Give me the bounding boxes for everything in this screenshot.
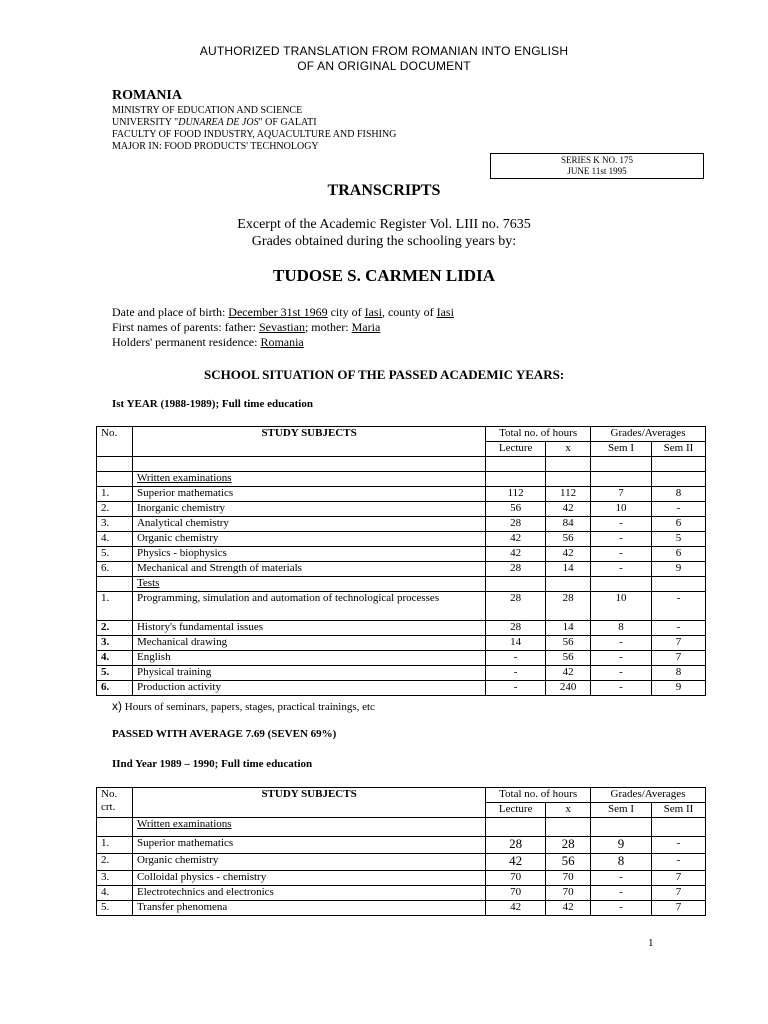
- page-number: 1: [648, 937, 654, 949]
- header-row: [97, 788, 706, 803]
- table-row: 3. Mechanical drawing 14 56 - 7: [97, 636, 706, 651]
- series-number: SERIES K NO. 175: [560, 155, 633, 165]
- residence-line: [112, 335, 304, 350]
- col-subjects: STUDY SUBJECTS: [132, 427, 485, 457]
- university: [112, 117, 317, 129]
- table-row: 2. History's fundamental issues 28 14 8 -: [97, 621, 706, 636]
- table-row: 3. Analytical chemistry 28 84 - 6: [97, 517, 706, 532]
- col-lecture: Lecture: [486, 442, 546, 457]
- table-row: 5. Transfer phenomena 42 42 - 7: [97, 901, 706, 916]
- col-grades: Grades/Averages: [591, 427, 706, 442]
- faculty: FACULTY OF FOOD INDUSTRY, AQUACULTURE AND FISHING: [112, 129, 397, 140]
- birth-county: Iasi: [436, 305, 454, 319]
- col-hours: Total no. of hours: [486, 788, 591, 803]
- residence-value: Romania: [260, 335, 304, 349]
- mother-label: ; mother:: [304, 320, 352, 334]
- year2-title: IInd Year 1989 – 1990; Full time education: [112, 758, 313, 770]
- col-no: No. crt.: [97, 788, 133, 818]
- university-post: " OF GALATI: [258, 117, 317, 128]
- mother-name: Maria: [351, 320, 381, 334]
- translation-header-line2: OF AN ORIGINAL DOCUMENT: [297, 59, 471, 73]
- col-x: x: [546, 803, 591, 818]
- col-x: x: [546, 442, 591, 457]
- university-pre: UNIVERSITY ": [112, 117, 179, 128]
- col-grades: Grades/Averages: [591, 788, 706, 803]
- university-name: DUNAREA DE JOS: [178, 117, 259, 128]
- birth-line: [112, 305, 454, 320]
- group-row-tests: [97, 577, 706, 592]
- table-row: 5. Physical training - 42 - 8: [97, 666, 706, 681]
- birth-city: Iasi: [364, 305, 382, 319]
- col-no: No.: [97, 427, 133, 457]
- birth-label: Date and place of birth:: [112, 305, 229, 319]
- series-date: JUNE 11st 1995: [567, 166, 627, 176]
- table-row: 4. Organic chemistry 42 56 - 5: [97, 532, 706, 547]
- header-row: [97, 427, 706, 442]
- table-row: 1. Superior mathematics 112 112 7 8: [97, 487, 706, 502]
- col-sem1: Sem I: [591, 442, 652, 457]
- series-box: [490, 153, 704, 179]
- translation-header-line1: AUTHORIZED TRANSLATION FROM ROMANIAN INTO ENGLISH: [199, 44, 569, 58]
- residence-label: Holders' permanent residence:: [112, 335, 261, 349]
- year1-title: Ist YEAR (1988-1989); Full time education: [112, 398, 313, 410]
- page-title: TRANSCRIPTS: [327, 182, 441, 199]
- year2-table: [96, 787, 706, 916]
- table-row: 4. Electrotechnics and electronics 70 70 - 7: [97, 886, 706, 901]
- table-row: 1. Programming, simulation and automation of technological processes 28 28 10 -: [97, 592, 706, 621]
- table-row: 6. Mechanical and Strength of materials 28 14 - 9: [97, 562, 706, 577]
- col-sem1: Sem I: [591, 803, 652, 818]
- col-sem2: Sem II: [651, 442, 705, 457]
- major: MAJOR IN: FOOD PRODUCTS' TECHNOLOGY: [112, 141, 319, 152]
- written-label: Written examinations: [132, 818, 485, 837]
- footnote-text: Hours of seminars, papers, stages, practical trainings, etc: [124, 701, 375, 713]
- col-subjects: STUDY SUBJECTS: [132, 788, 485, 818]
- footnote: [112, 699, 375, 713]
- section-title: SCHOOL SITUATION OF THE PASSED ACADEMIC YEARS:: [204, 367, 565, 382]
- footnote-mark: x): [112, 699, 122, 713]
- spacer-row: [97, 457, 706, 472]
- year1-passed: PASSED WITH AVERAGE 7.69 (SEVEN 69%): [112, 728, 337, 740]
- col-hours: Total no. of hours: [486, 427, 591, 442]
- parents-label: First names of parents: father:: [112, 320, 259, 334]
- birth-county-label: , county of: [381, 305, 437, 319]
- father-name: Sevastian: [258, 320, 305, 334]
- ministry: MINISTRY OF EDUCATION AND SCIENCE: [112, 105, 303, 116]
- table-row: 4. English - 56 - 7: [97, 651, 706, 666]
- birth-city-label: city of: [327, 305, 365, 319]
- table-row: 2. Organic chemistry 42 56 8 -: [97, 854, 706, 871]
- written-label: Written examinations: [132, 472, 485, 487]
- excerpt-line1: Excerpt of the Academic Register Vol. LIII no. 7635: [237, 217, 531, 232]
- table-row: 3. Colloidal physics - chemistry 70 70 - 7: [97, 871, 706, 886]
- table-row: 2. Inorganic chemistry 56 42 10 -: [97, 502, 706, 517]
- country: ROMANIA: [112, 88, 182, 103]
- group-row-written: [97, 472, 706, 487]
- table-row: 1. Superior mathematics 28 28 9 -: [97, 837, 706, 854]
- excerpt-line2: Grades obtained during the schooling years by:: [251, 234, 517, 249]
- year1-table: [96, 426, 706, 696]
- table-row: 5. Physics - biophysics 42 42 - 6: [97, 547, 706, 562]
- group-row-written: [97, 818, 706, 837]
- col-sem2: Sem II: [651, 803, 705, 818]
- parents-line: [112, 320, 380, 335]
- table-row: 6. Production activity - 240 - 9: [97, 681, 706, 696]
- student-name: TUDOSE S. CARMEN LIDIA: [273, 266, 495, 285]
- tests-label: Tests: [132, 577, 485, 592]
- birth-date: December 31st 1969: [228, 305, 328, 319]
- col-lecture: Lecture: [486, 803, 546, 818]
